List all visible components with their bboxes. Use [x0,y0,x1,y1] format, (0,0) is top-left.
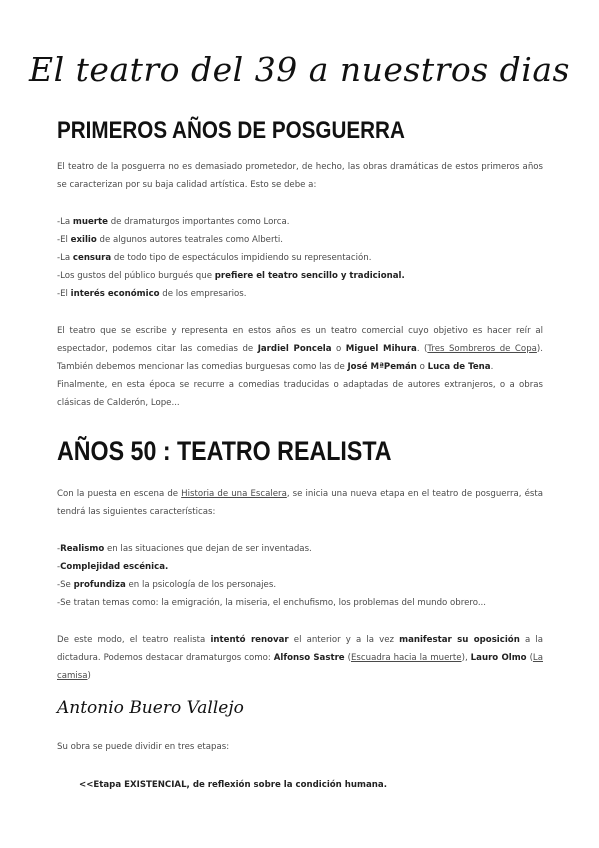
work-title: La camisa [57,653,543,681]
work-title: Tres Sombreros de Copa [427,344,537,354]
paragraph-comedias: El teatro que se escribe y representa en estos años es un teatro comercial cuyo objetivo es hacer reír al espectador, podemos citar las comedias de Jardiel Poncela o Miguel Mihura. (Tres Sombreros de Copa). También debemos mencionar las comedias burguesas como las de José MªPemán o Luca de Tena. [57,326,544,372]
feature-item: -Complejidad escénica. [57,562,169,572]
work-title: Historia de una Escalera [181,489,287,499]
cause-item: -Los gustos del público burgués que prefiere el teatro sencillo y tradicional. [57,271,405,281]
section-heading-posguerra: PRIMEROS AÑOS DE POSGUERRA [57,117,405,144]
cause-item: -La muerte de dramaturgos importantes como Lorca. [57,217,290,227]
paragraph-intro-realista: Con la puesta en escena de Historia de una Escalera, se inicia una nueva etapa en el teatro de posguerra, ésta tendrá las siguientes características: [57,489,543,517]
paragraph-etapas-intro: Su obra se puede dividir en tres etapas: [57,742,230,752]
stage-item: <<Etapa EXISTENCIAL, de reflexión sobre la condición humana. [79,780,387,790]
subsection-heading-buero: Antonio Buero Vallejo [57,698,244,718]
document-title: El teatro del 39 a nuestros dias [29,50,570,89]
work-title: Escuadra hacia la muerte [350,653,462,663]
cause-item: -La censura de todo tipo de espectáculos impidiendo su representación. [57,253,372,263]
paragraph-intro-posguerra: El teatro de la posguerra no es demasiado prometedor, de hecho, las obras dramáticas de estos primeros años se caracterizan por su baja calidad artística. Esto se debe a: [57,162,543,190]
feature-item: -Se profundiza en la psicología de los personajes. [57,580,277,590]
paragraph-finalmente: Finalmente, en esta época se recurre a comedias traducidas o adaptadas de autores extranjeros, o a obras clásicas de Calderón, Lope... [57,380,543,408]
feature-item: -Realismo en las situaciones que dejan de ser inventadas. [57,544,312,554]
paragraph-dramaturgos: De este modo, el teatro realista intentó renovar el anterior y a la vez manifestar su oposición a la dictadura. Podemos destacar dramaturgos como: Alfonso Sastre (Escuadra hacia la muerte), Lauro Olmo (La camisa) [57,635,543,681]
cause-item: -El interés económico de los empresarios. [57,289,247,299]
feature-item: -Se tratan temas como: la emigración, la miseria, el enchufismo, los problemas del mundo obrero... [57,598,487,608]
cause-item: -El exilio de algunos autores teatrales como Alberti. [57,235,283,245]
section-heading-realista: AÑOS 50 : TEATRO REALISTA [57,436,392,466]
